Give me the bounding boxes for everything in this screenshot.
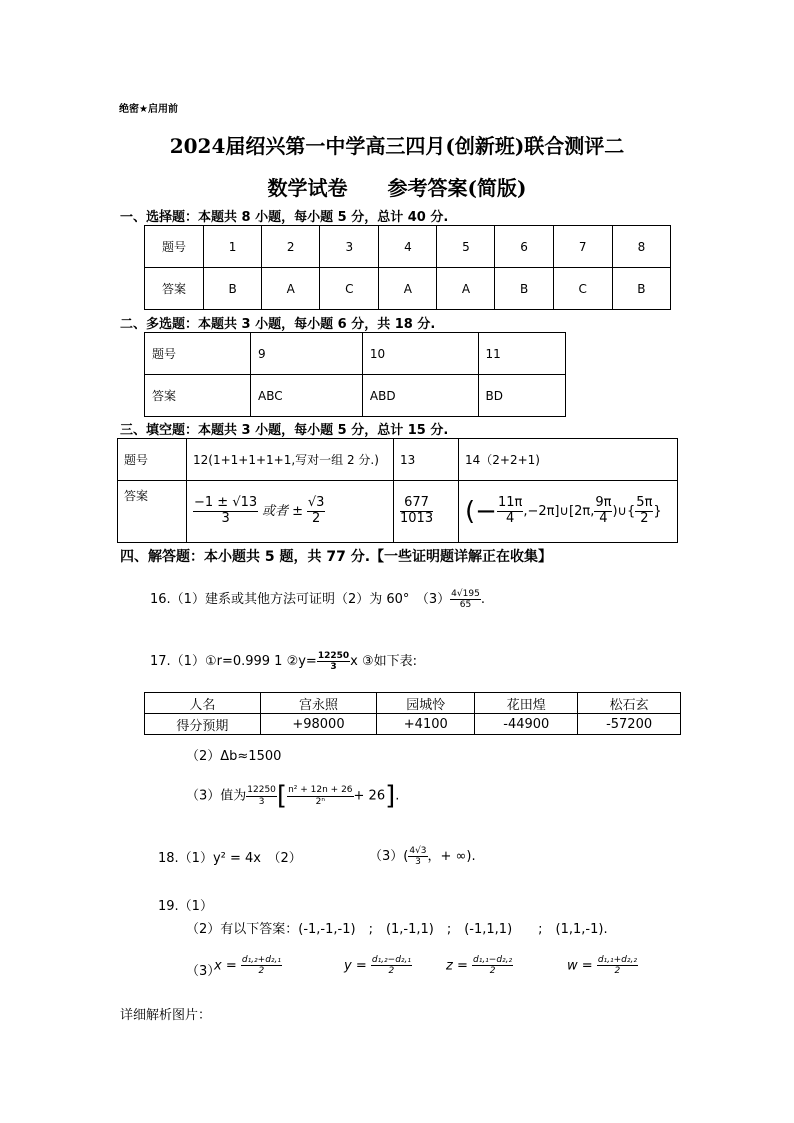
- q19-z-formula: [446, 955, 513, 977]
- fraction-numerator: 5π: [636, 495, 653, 511]
- answer-12-cell: [187, 481, 394, 543]
- page-subtitle: 数学试卷 参考答案(简版): [267, 176, 527, 200]
- fraction-numerator: d₁,₁+d₂,₂: [597, 955, 637, 965]
- table-cell: +4100: [377, 714, 475, 735]
- table-cell: 12(1+1+1+1+1,写对一组 2 分.): [187, 439, 394, 481]
- fraction-denominator: 4: [505, 511, 515, 526]
- q16-end: .: [480, 592, 485, 607]
- table-cell: BD: [478, 375, 565, 417]
- fraction-denominator: 4: [599, 511, 608, 526]
- fraction: [635, 496, 653, 527]
- fraction-denominator: 2: [640, 511, 649, 526]
- table-header-cell: 花田煌: [475, 693, 578, 714]
- table-cell: A: [379, 268, 437, 310]
- table-row: [145, 375, 566, 417]
- fraction-numerator: d₁,₂−d₂,₁: [371, 955, 411, 965]
- section-3-heading: 三、填空题：本题共 3 小题，每小题 5 分，总计 15 分.: [120, 423, 449, 438]
- answer-14-cell: [459, 481, 678, 543]
- table-header-cell: 人名: [145, 693, 261, 714]
- close-bracket: ]: [385, 781, 396, 811]
- row-label: 题号: [118, 439, 187, 481]
- table-cell: 1: [204, 226, 262, 268]
- math-text: ,−2π]∪[2π,: [523, 504, 595, 519]
- table-cell: A: [437, 268, 495, 310]
- math-text: z =: [446, 958, 468, 974]
- math-text: )∪{: [612, 504, 636, 519]
- footer-note: 详细解析图片：: [120, 1008, 212, 1023]
- fraction: [450, 589, 481, 611]
- table-cell: C: [320, 268, 379, 310]
- table-row: [145, 226, 671, 268]
- row-label: 答案: [145, 375, 251, 417]
- q18-part-1-2: 18.（1）y² = 4x （2）: [158, 851, 302, 866]
- table-row: [118, 481, 678, 543]
- row-label: 题号: [145, 226, 204, 268]
- table-row: [145, 693, 681, 714]
- q17-part-2: （2）Δb≈1500: [186, 749, 282, 764]
- table-cell: -44900: [475, 714, 578, 735]
- table-cell: 9: [251, 333, 363, 375]
- fraction-denominator: 3: [258, 796, 265, 807]
- table-cell: B: [204, 268, 262, 310]
- table-cell: 14（2+2+1): [459, 439, 678, 481]
- fraction-denominator: 2: [489, 966, 496, 977]
- q16-answer: [150, 588, 485, 610]
- fraction-numerator: 677: [400, 496, 433, 512]
- fraction-denominator: 1013: [400, 511, 434, 526]
- table-header-cell: 宫永照: [260, 693, 376, 714]
- fraction: [307, 496, 326, 527]
- section-2-heading: 二、多选题：本题共 3 小题，每小题 6 分，共 18 分.: [120, 317, 436, 332]
- table-header-cell: 园城怜: [377, 693, 475, 714]
- q19-part-3-label: （3）: [186, 964, 221, 979]
- fraction: [287, 785, 353, 807]
- fraction: [241, 955, 282, 977]
- secret-label: 绝密★启用前: [119, 104, 178, 115]
- q19-w-formula: [567, 955, 638, 977]
- q19-x-formula: [214, 955, 282, 977]
- table-header-cell: 松石玄: [578, 693, 681, 714]
- table-row: [118, 439, 678, 481]
- table-cell: 10: [362, 333, 478, 375]
- fraction-numerator: 11π: [497, 495, 523, 511]
- table-cell: 11: [478, 333, 565, 375]
- fraction-denominator: 2: [388, 966, 395, 977]
- table-row: [145, 268, 671, 310]
- table-cell: 5: [437, 226, 495, 268]
- fraction-numerator: 4√195: [451, 588, 480, 599]
- q19-part-2: （2）有以下答案：(-1,-1,-1) ; (1,-1,1) ; (-1,1,1) ; (1,1,-1).: [186, 922, 608, 937]
- math-text: x =: [214, 958, 237, 974]
- page-title: 2024届绍兴第一中学高三四月(创新班)联合测评二: [169, 134, 625, 158]
- row-label: 答案: [118, 481, 187, 543]
- table-cell: 13: [394, 439, 459, 481]
- fraction-denominator: 2: [311, 511, 321, 526]
- fraction-numerator: 12250: [247, 785, 276, 796]
- q16-text: 16.（1）建系或其他方法可证明（2）为 60° （3）: [150, 592, 451, 607]
- fraction: [597, 955, 638, 977]
- q17-score-table: [144, 692, 681, 735]
- math-text: }: [653, 504, 662, 519]
- table-cell: ABC: [251, 375, 363, 417]
- table-cell: -57200: [578, 714, 681, 735]
- fill-answer-table: [117, 438, 678, 543]
- table-cell: ABD: [362, 375, 478, 417]
- fraction: [371, 955, 412, 977]
- row-label: 答案: [145, 268, 204, 310]
- fraction: [594, 496, 612, 527]
- section-1-heading: 一、选择题：本题共 8 小题，每小题 5 分，总计 40 分.: [120, 210, 449, 225]
- choice-answer-table: [144, 225, 671, 310]
- table-cell: A: [262, 268, 320, 310]
- math-text: (−: [465, 496, 497, 527]
- fraction-denominator: 65: [459, 600, 472, 610]
- multi-answer-table: [144, 332, 566, 417]
- fraction-numerator: d₁,₂+d₂,₁: [241, 955, 281, 965]
- or-text: 或者 ±: [261, 504, 304, 519]
- q18-part-3: [369, 845, 476, 867]
- table-cell: B: [612, 268, 670, 310]
- fraction-denominator: 2: [614, 966, 621, 977]
- fraction: [246, 785, 277, 807]
- fraction-denominator: 2: [258, 966, 265, 977]
- table-cell: C: [553, 268, 612, 310]
- answer-13-cell: [394, 481, 459, 543]
- fraction: [317, 651, 350, 673]
- fraction-numerator: n² + 12n + 26: [288, 785, 353, 796]
- table-row: [145, 333, 566, 375]
- table-cell: 2: [262, 226, 320, 268]
- fraction-numerator: √3: [307, 495, 325, 511]
- fraction-denominator: 3: [221, 511, 230, 526]
- fraction: [193, 496, 258, 527]
- fraction: [472, 955, 513, 977]
- section-4-heading: 四、解答题：本小题共 5 题，共 77 分.【一些证明题详解正在收集】: [120, 549, 553, 565]
- math-text: w =: [567, 958, 593, 974]
- q17-text-2: x ③如下表:: [350, 654, 418, 669]
- fraction: [400, 496, 433, 527]
- fraction: [408, 846, 427, 868]
- q17-part-3-label: （3）值为: [186, 788, 247, 804]
- math-text: ，+ ∞).: [427, 849, 476, 864]
- q17-answer: [150, 650, 417, 672]
- fraction-numerator: 9π: [595, 495, 612, 511]
- row-label: 题号: [145, 333, 251, 375]
- q19-part-1: 19.（1）: [158, 899, 213, 914]
- math-text: .: [395, 788, 400, 804]
- table-cell: 3: [320, 226, 379, 268]
- table-cell: 6: [495, 226, 553, 268]
- fraction-denominator: 3: [330, 662, 337, 672]
- q17-part-3: [186, 783, 399, 809]
- fraction-denominator: 3: [415, 857, 421, 867]
- table-cell: 得分预期: [145, 714, 261, 735]
- open-bracket: [: [276, 781, 288, 811]
- fraction-numerator: −1 ± √13: [194, 495, 258, 511]
- q19-y-formula: [344, 955, 412, 977]
- fraction-denominator: 2ⁿ: [315, 796, 325, 807]
- fraction-numerator: d₁,₁−d₂,₂: [473, 955, 513, 965]
- table-cell: 8: [612, 226, 670, 268]
- math-text: y =: [344, 958, 367, 974]
- math-text: （3）(: [369, 849, 409, 864]
- math-text: + 26: [353, 788, 386, 804]
- fraction: [497, 496, 523, 527]
- fraction-numerator: 4√3: [409, 845, 427, 856]
- q17-text: 17.（1）①r=0.999 1 ②y=: [150, 654, 317, 669]
- table-row: [145, 714, 681, 735]
- table-cell: 7: [553, 226, 612, 268]
- table-cell: 4: [379, 226, 437, 268]
- table-cell: +98000: [260, 714, 376, 735]
- fraction-numerator: 12250: [317, 650, 350, 661]
- table-cell: B: [495, 268, 553, 310]
